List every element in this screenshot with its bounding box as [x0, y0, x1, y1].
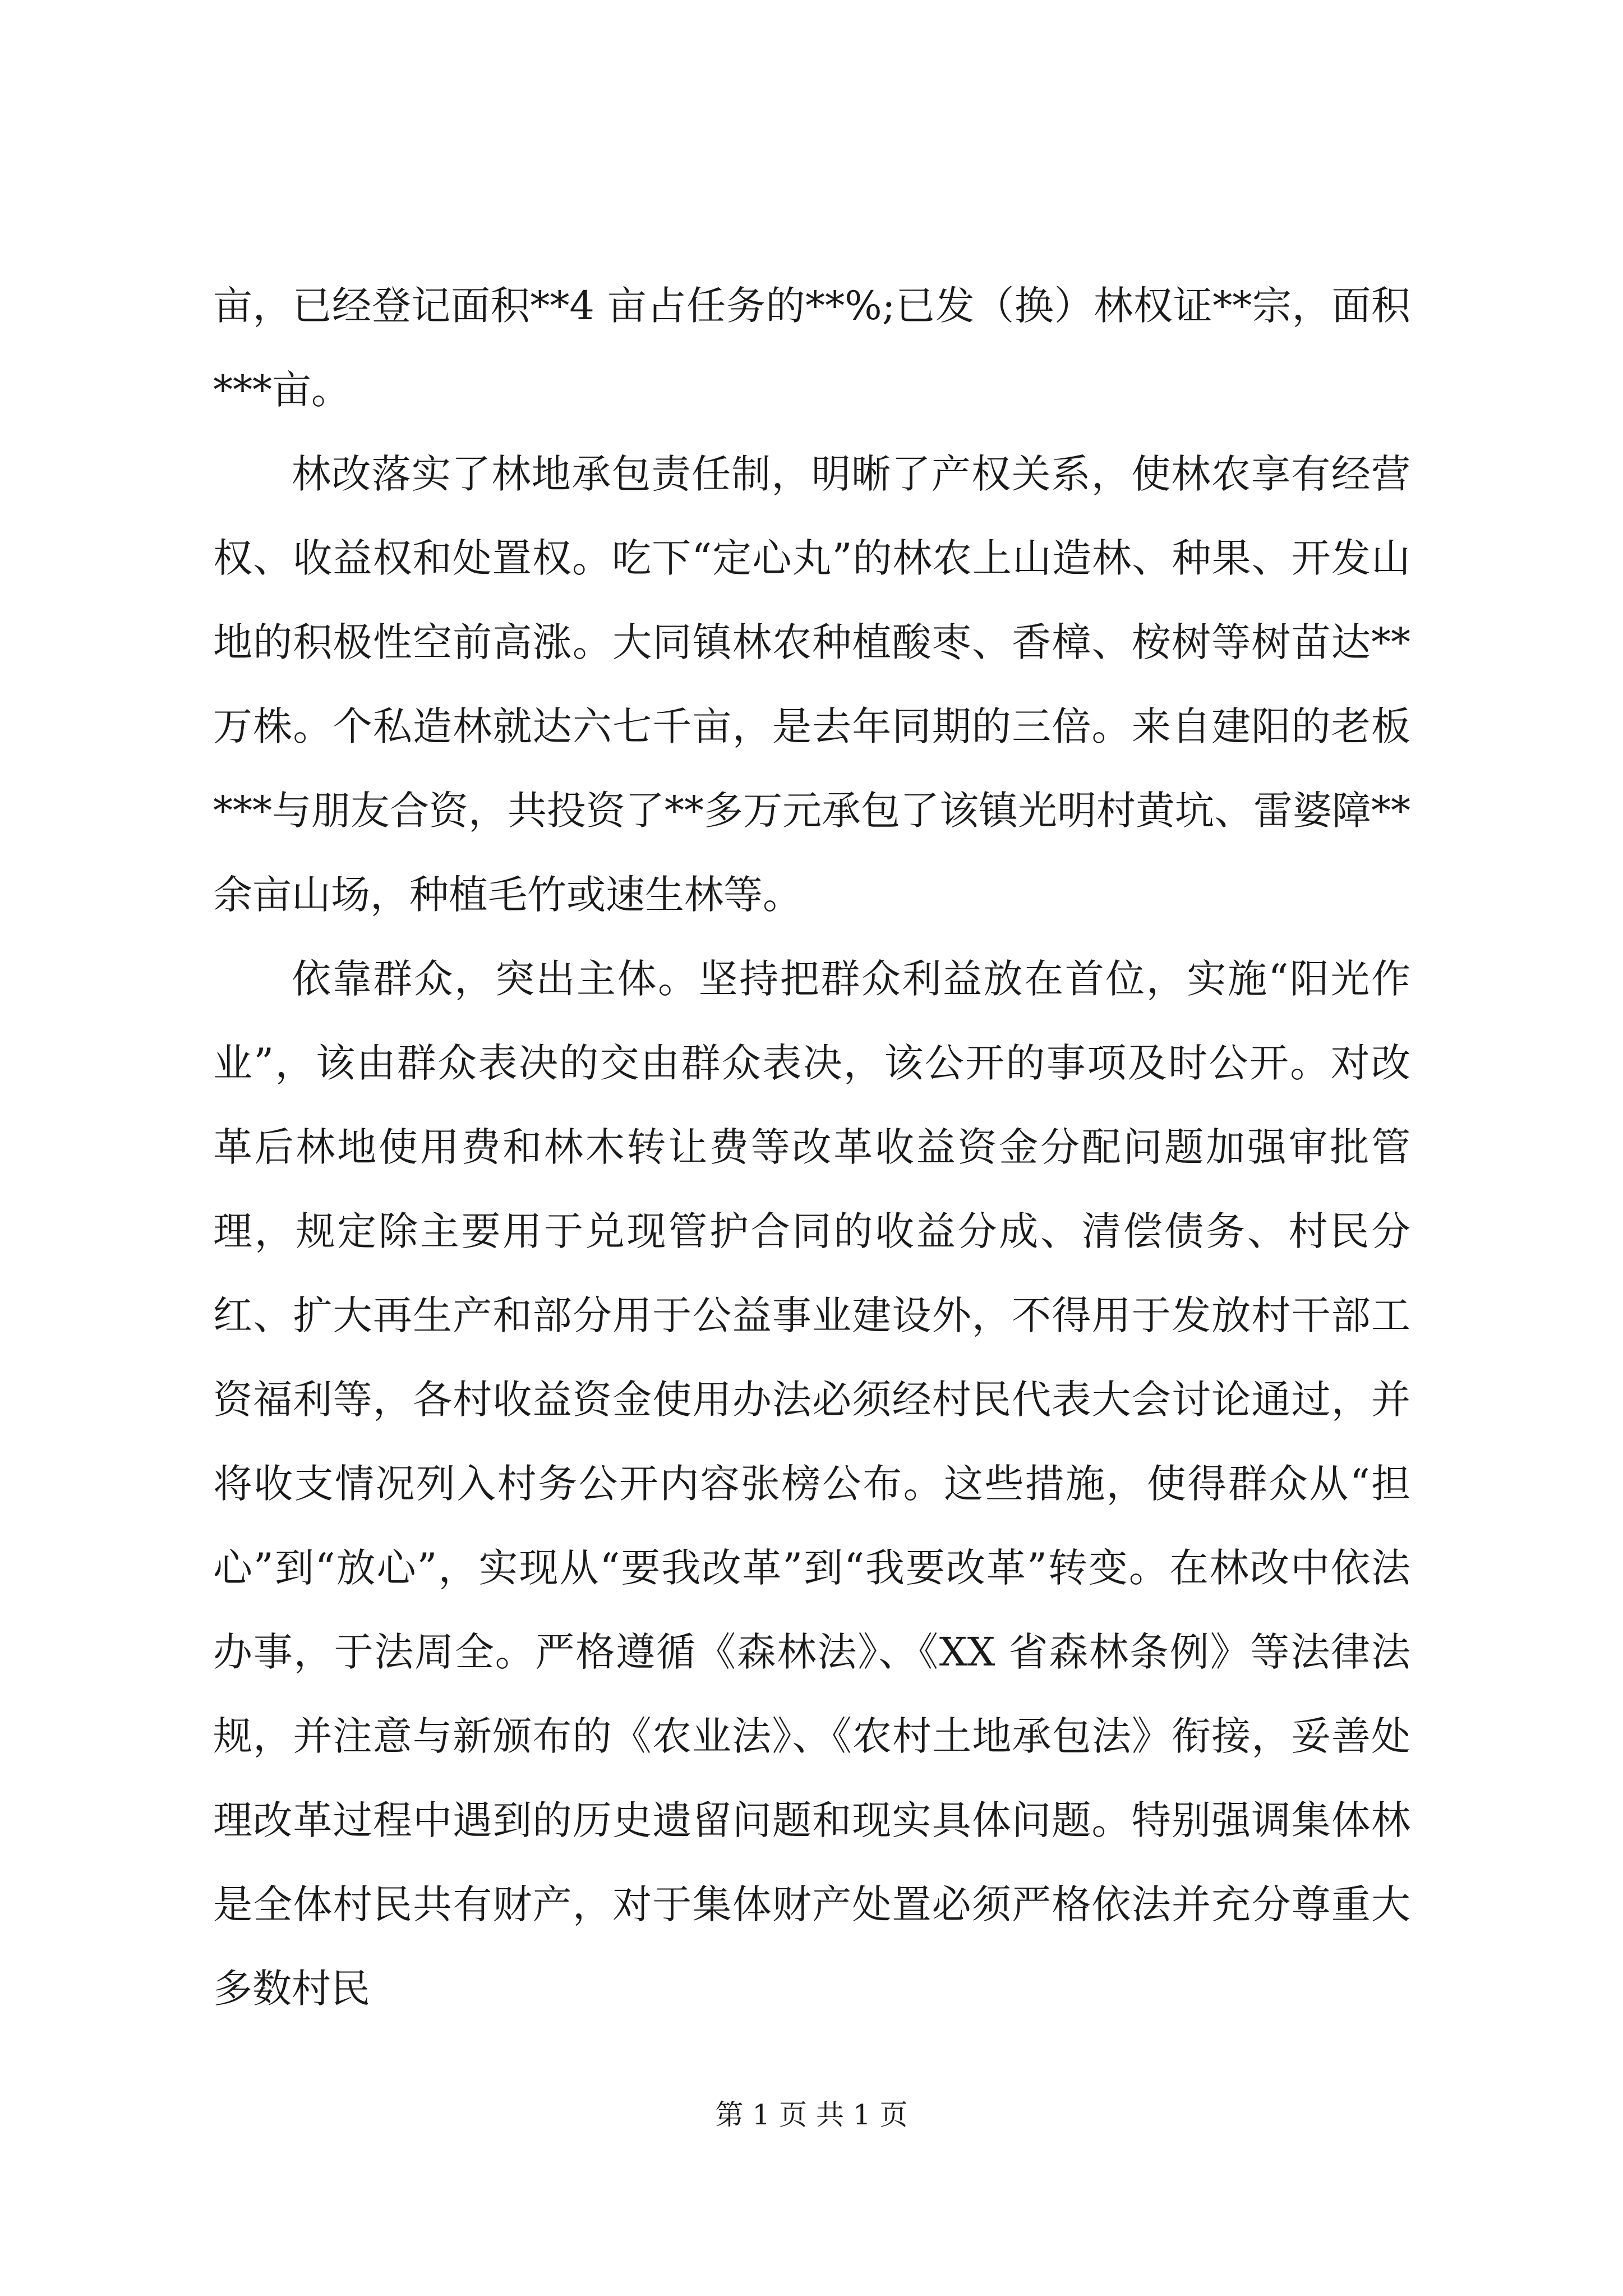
paragraph-continuation: 亩，已经登记面积**4 亩占任务的**%;已发（换）林权证**宗，面积***亩。: [213, 283, 1410, 413]
paragraph-rely-on-masses: 依靠群众，突出主体。坚持把群众利益放在首位，实施“阳光作业”，该由群众表决的交由群众表决，该公开的事项及时公开。对改革后林地使用费和林木转让费等改革收益资金分配问题加强审批管理，规定除主要用于兑现管护合同的收益分成、清偿债务、村民分红、扩大再生产和部分用于公益事业建设外，不得用于发放村干部工资福利等，各村收益资金使用办法必须经村民代表大会讨论通过，并将收支情况列入村务公开内容张榜公布。这些措施，使得群众从“担心”到“放心”，实现从“要我改革”到“我要改革”转变。在林改中依法办事，于法周全。严格遵循《森林法》、《XX 省森林条例》等法律法规，并注意与新颁布的《农业法》、《农村土地承包法》衔接，妥善处理改革过程中遇到的历史遗留问题和现实具体问题。特别强调集体林是全体村民共有财产，对于集体财产处置必须严格依法并充分尊重大多数村民: [213, 956, 1410, 2012]
document-body: [213, 264, 1410, 2031]
paragraph-forest-reform: 林改落实了林地承包责任制，明晰了产权关系，使林农享有经营权、收益权和处置权。吃下“定心丸”的林农上山造林、种果、开发山地的积极性空前高涨。大同镇林农种植酸枣、香樟、桉树等树苗达**万株。个私造林就达六七千亩，是去年同期的三倍。来自建阳的老板***与朋友合资，共投资了**多万元承包了该镇光明村黄坑、雷婆障**余亩山场，种植毛竹或速生林等。: [213, 451, 1410, 918]
page-footer: 第 1 页 共 1 页: [715, 2099, 908, 2131]
